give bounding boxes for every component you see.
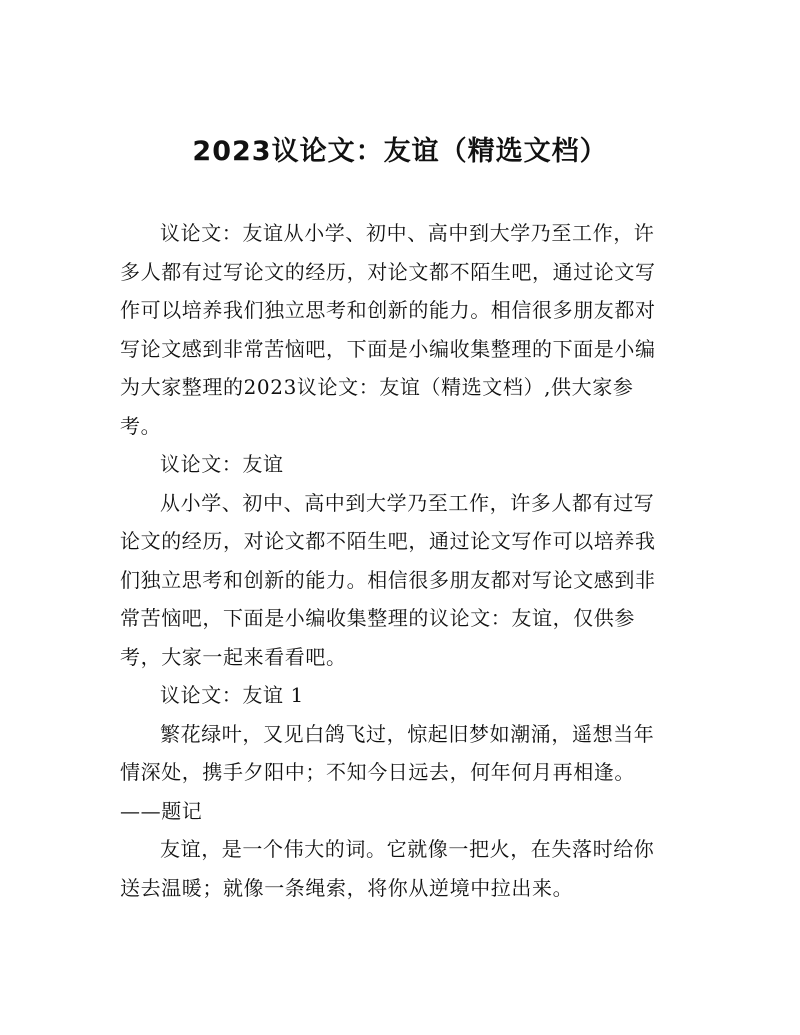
body-paragraph: 友谊，是一个伟大的词。它就像一把火，在失落时给你送去温暖；就像一条绳索，将你从逆境中拉出来。 [120,837,655,900]
intro-paragraph: 议论文：友谊从小学、初中、高中到大学乃至工作，许多人都有过写论文的经历，对论文都不陌生吧，通过论文写作可以培养我们独立思考和创新的能力。相信很多朋友都对写论文感到非常苦恼吧，下面是小编收集整理的下面是小编为大家整理的2023议论文：友谊（精选文档）,供大家参考。 [120,221,656,438]
epigraph-paragraph: 繁花绿叶，又见白鸽飞过，惊起旧梦如潮涌，遥想当年情深处，携手夕阳中；不知今日远去，何年何月再相逢。——题记 [120,721,655,823]
document-title: 2023议论文：友谊（精选文档） [192,136,608,167]
body-paragraph: 从小学、初中、高中到大学乃至工作，许多人都有过写论文的经历，对论文都不陌生吧，通过论文写作可以培养我们独立思考和创新的能力。相信很多朋友都对写论文感到非常苦恼吧，下面是小编收集整理的议论文：友谊，仅供参考，大家一起来看看吧。 [120,490,656,669]
document-body [120,214,670,907]
section-heading-1: 议论文：友谊 1 [160,683,304,707]
section-heading: 议论文：友谊 [160,452,284,476]
